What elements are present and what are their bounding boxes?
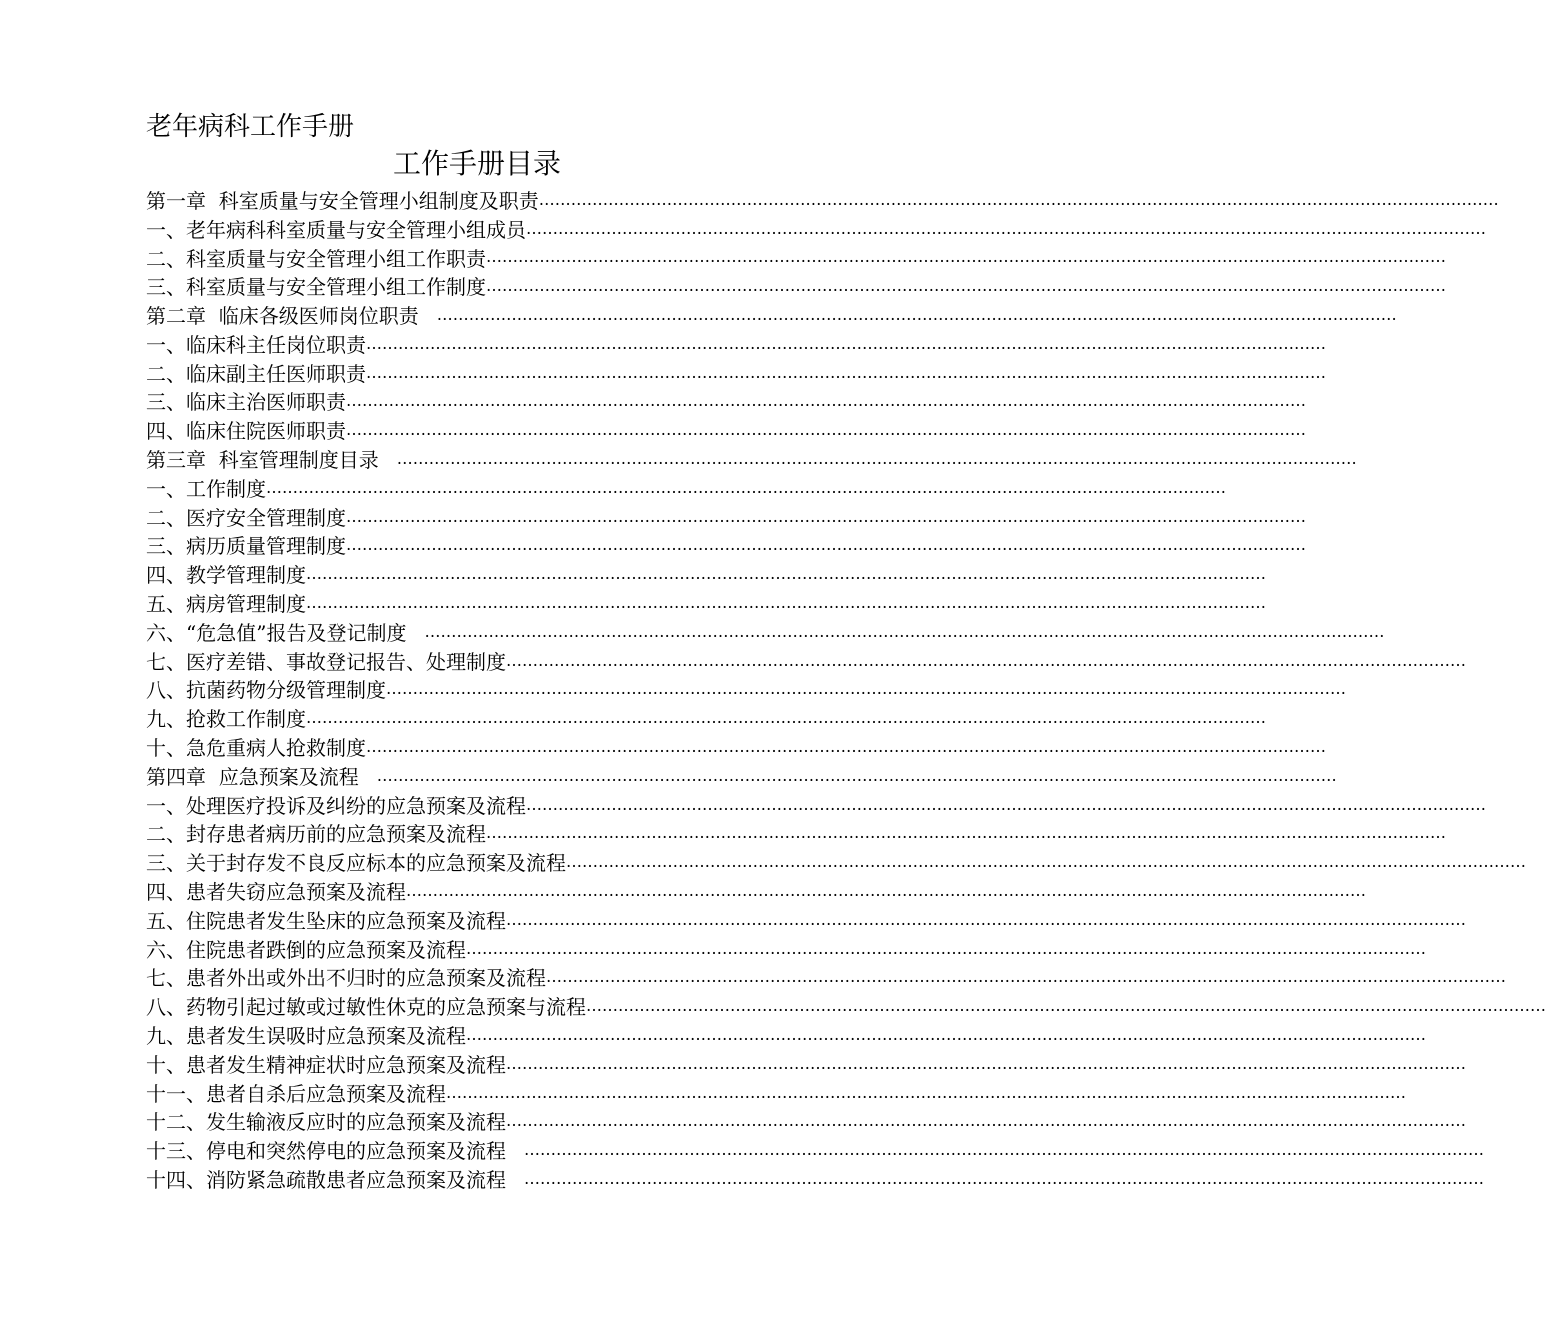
toc-entry <box>146 358 1326 387</box>
toc-entry <box>146 819 1446 848</box>
toc-leader-dots: ……………………………………………………………………………………………………………………………………………………………… <box>506 650 1466 670</box>
toc-leader-dots: ……………………………………………………………………………………………………………………………………………………………… <box>306 593 1266 613</box>
toc-entry-text: 二、封存患者病历前的应急预案及流程 <box>146 822 486 847</box>
toc-leader-dots: ……………………………………………………………………………………………………………………………………………………………… <box>366 737 1326 757</box>
toc-leader-dots: ……………………………………………………………………………………………………………………………………………………………… <box>524 1168 1484 1188</box>
toc-leader-dots: ……………………………………………………………………………………………………………………………………………………………… <box>486 823 1446 843</box>
toc-entry <box>146 934 1426 963</box>
toc-entry <box>146 1020 1426 1049</box>
toc-title: 工作手册目录 <box>392 147 561 180</box>
toc-entry-text: 三、科室质量与安全管理小组工作制度 <box>146 275 486 300</box>
toc-entry <box>146 703 1266 732</box>
toc-entry <box>146 732 1326 761</box>
toc-leader-dots: ……………………………………………………………………………………………………………………………………………………………… <box>538 189 1499 209</box>
toc-entry-text: 七、患者外出或外出不归时的应急预案及流程 <box>146 966 546 991</box>
toc-leader-dots: ……………………………………………………………………………………………………………………………………………………………… <box>366 333 1326 353</box>
toc-entry <box>146 790 1486 819</box>
table-of-contents <box>146 185 1546 1193</box>
toc-entry-text: 二、科室质量与安全管理小组工作职责 <box>146 246 486 271</box>
toc-entry <box>146 1049 1466 1078</box>
toc-entry-text: 三、病历质量管理制度 <box>146 534 346 559</box>
toc-leader-dots: ……………………………………………………………………………………………………………………………………………………………… <box>424 621 1385 641</box>
toc-entry-text: 十二、发生输液反应时的应急预案及流程 <box>146 1110 506 1135</box>
toc-entry <box>146 963 1506 992</box>
toc-entry-text: 十三、停电和突然停电的应急预案及流程 <box>146 1139 506 1164</box>
toc-entry-text: 二、医疗安全管理制度 <box>146 505 346 530</box>
toc-entry-text: 六、住院患者跌倒的应急预案及流程 <box>146 937 466 962</box>
toc-leader-dots: ……………………………………………………………………………………………………………………………………………………………… <box>506 1053 1466 1073</box>
toc-entry-text: 九、抢救工作制度 <box>146 707 306 732</box>
toc-entry <box>146 1078 1406 1107</box>
toc-entry-text: 二、临床副主任医师职责 <box>146 361 366 386</box>
toc-entry-text: 五、住院患者发生坠床的应急预案及流程 <box>146 908 506 933</box>
toc-leader-dots: ……………………………………………………………………………………………………………………………………………………………… <box>526 794 1486 814</box>
toc-entry-text: 一、工作制度 <box>146 476 266 501</box>
toc-leader-dots: ……………………………………………………………………………………………………………………………………………………………… <box>466 938 1426 958</box>
toc-entry-text: 四、患者失窃应急预案及流程 <box>146 880 406 905</box>
toc-entry-text: 七、医疗差错、事故登记报告、处理制度 <box>146 649 506 674</box>
document-title: 老年病科工作手册 <box>146 112 355 142</box>
toc-leader-dots: ……………………………………………………………………………………………………………………………………………………………… <box>446 1082 1406 1102</box>
toc-entry <box>146 185 1499 214</box>
toc-entry-text: 第三章 科室管理制度目录 <box>146 448 379 473</box>
toc-leader-dots: ……………………………………………………………………………………………………………………………………………………………… <box>386 679 1346 699</box>
toc-leader-dots: ……………………………………………………………………………………………………………………………………………………………… <box>396 449 1357 469</box>
toc-entry-text: 十、患者发生精神症状时应急预案及流程 <box>146 1052 506 1077</box>
toc-leader-dots: ……………………………………………………………………………………………………………………………………………………………… <box>306 708 1266 728</box>
toc-leader-dots: ……………………………………………………………………………………………………………………………………………………………… <box>266 477 1226 497</box>
toc-entry <box>146 588 1266 617</box>
toc-leader-dots: ……………………………………………………………………………………………………………………………………………………………… <box>506 909 1466 929</box>
toc-entry <box>146 502 1306 531</box>
toc-leader-dots: ……………………………………………………………………………………………………………………………………………………………… <box>526 218 1486 238</box>
toc-leader-dots: ……………………………………………………………………………………………………………………………………………………………… <box>586 996 1546 1016</box>
toc-entry-text: 四、临床住院医师职责 <box>146 419 346 444</box>
toc-entry-text: 八、药物引起过敏或过敏性休克的应急预案与流程 <box>146 995 586 1020</box>
toc-entry <box>146 271 1446 300</box>
toc-leader-dots: ……………………………………………………………………………………………………………………………………………………………… <box>346 506 1306 526</box>
toc-entry <box>146 847 1526 876</box>
toc-entry-text: 八、抗菌药物分级管理制度 <box>146 678 386 703</box>
toc-entry <box>146 1107 1466 1136</box>
toc-entry <box>146 646 1466 675</box>
toc-entry <box>146 675 1346 704</box>
toc-leader-dots: ……………………………………………………………………………………………………………………………………………………………… <box>486 247 1446 267</box>
toc-leader-dots: ……………………………………………………………………………………………………………………………………………………………… <box>436 305 1397 325</box>
toc-entry <box>146 1135 1484 1164</box>
toc-entry-text: 一、处理医疗投诉及纠纷的应急预案及流程 <box>146 793 526 818</box>
toc-leader-dots: ……………………………………………………………………………………………………………………………………………………………… <box>506 1111 1466 1131</box>
toc-entry <box>146 243 1446 272</box>
toc-leader-dots: ……………………………………………………………………………………………………………………………………………………………… <box>366 362 1326 382</box>
toc-entry <box>146 1164 1484 1193</box>
toc-leader-dots: ……………………………………………………………………………………………………………………………………………………………… <box>376 765 1337 785</box>
toc-leader-dots: ……………………………………………………………………………………………………………………………………………………………… <box>346 535 1306 555</box>
toc-entry-text: 四、教学管理制度 <box>146 563 306 588</box>
toc-entry <box>146 415 1306 444</box>
toc-entry <box>146 329 1326 358</box>
toc-entry-text: 三、关于封存发不良反应标本的应急预案及流程 <box>146 851 566 876</box>
toc-entry <box>146 444 1357 473</box>
toc-entry-text: 第一章 科室质量与安全管理小组制度及职责 <box>146 188 539 213</box>
toc-entry <box>146 761 1337 790</box>
toc-entry-text: 一、老年病科科室质量与安全管理小组成员 <box>146 217 526 242</box>
toc-leader-dots: ……………………………………………………………………………………………………………………………………………………………… <box>486 276 1446 296</box>
toc-leader-dots: ……………………………………………………………………………………………………………………………………………………………… <box>346 420 1306 440</box>
toc-entry <box>146 473 1226 502</box>
toc-entry <box>146 559 1266 588</box>
toc-entry-text: 六、“危急值”报告及登记制度 <box>146 620 407 645</box>
toc-entry <box>146 531 1306 560</box>
toc-entry-text: 十四、消防紧急疏散患者应急预案及流程 <box>146 1168 506 1192</box>
toc-leader-dots: ……………………………………………………………………………………………………………………………………………………………… <box>466 1025 1426 1044</box>
toc-entry-text: 十、急危重病人抢救制度 <box>146 736 366 761</box>
toc-entry-text: 第四章 应急预案及流程 <box>146 764 359 789</box>
toc-entry-text: 一、临床科主任岗位职责 <box>146 332 366 357</box>
toc-entry <box>146 876 1366 905</box>
toc-entry-text: 五、病房管理制度 <box>146 592 306 617</box>
toc-entry <box>146 905 1466 934</box>
toc-entry-text: 第二章 临床各级医师岗位职责 <box>146 304 419 329</box>
toc-entry-text: 十一、患者自杀后应急预案及流程 <box>146 1081 446 1106</box>
toc-leader-dots: ……………………………………………………………………………………………………………………………………………………………… <box>524 1140 1484 1160</box>
toc-entry <box>146 214 1486 243</box>
toc-entry <box>146 387 1306 416</box>
toc-leader-dots: ……………………………………………………………………………………………………………………………………………………………… <box>406 881 1366 901</box>
toc-leader-dots: ……………………………………………………………………………………………………………………………………………………………… <box>306 564 1266 584</box>
toc-entry <box>146 991 1546 1020</box>
toc-leader-dots: ……………………………………………………………………………………………………………………………………………………………… <box>546 967 1506 987</box>
toc-leader-dots: ……………………………………………………………………………………………………………………………………………………………… <box>566 852 1526 872</box>
toc-entry <box>146 300 1397 329</box>
toc-entry-text: 九、患者发生误吸时应急预案及流程 <box>146 1024 466 1049</box>
toc-leader-dots: ……………………………………………………………………………………………………………………………………………………………… <box>346 391 1306 411</box>
toc-entry <box>146 617 1385 646</box>
toc-entry-text: 三、临床主治医师职责 <box>146 390 346 415</box>
